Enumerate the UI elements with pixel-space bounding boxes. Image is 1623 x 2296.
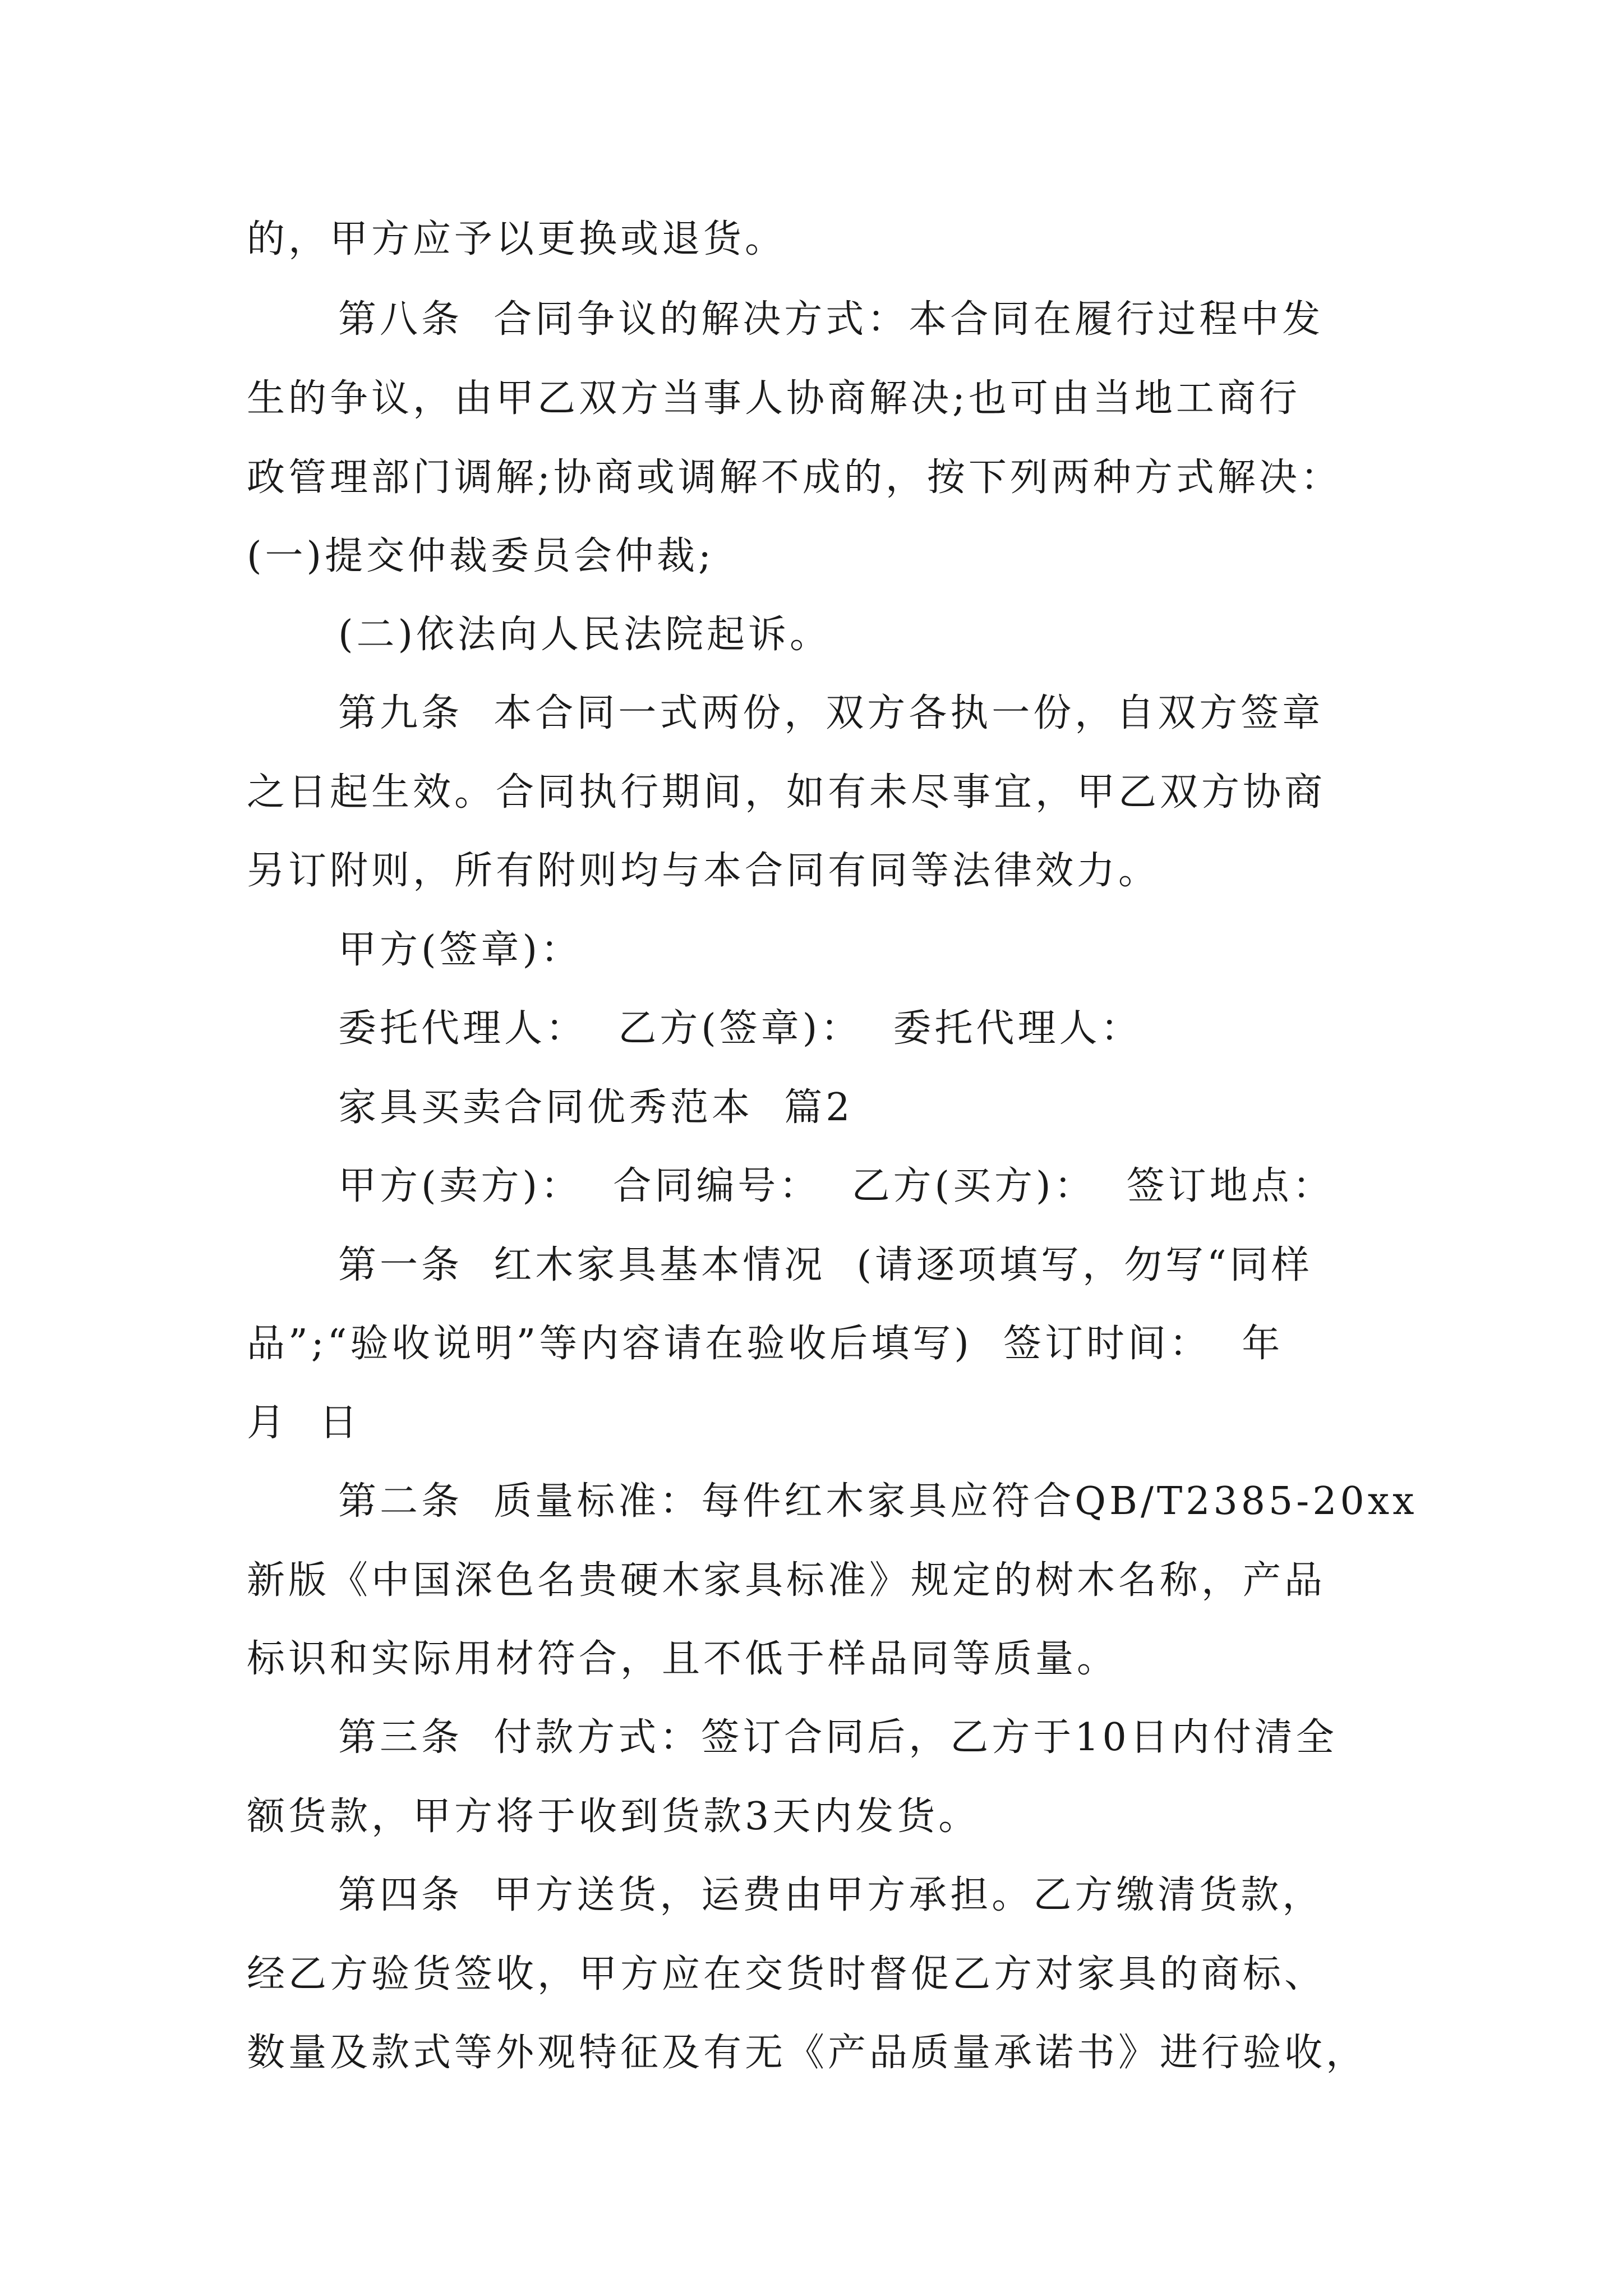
text-line-1: 的，甲方应予以更换或退货。 [247, 217, 787, 261]
text-line-22: 第四条 甲方送货，运费由甲方承担。乙方缴清货款， [338, 1873, 1324, 1917]
text-line-23: 经乙方验货签收，甲方应在交货时督促乙方对家具的商标、 [247, 1952, 1326, 1996]
text-line-5: (一)提交仲裁委员会仲裁; [247, 534, 714, 578]
text-line-6: (二)依法向人民法院起诉。 [338, 613, 832, 657]
text-line-14: 第一条 红木家具基本情况 (请逐项填写，勿写“同样 [338, 1243, 1313, 1287]
text-line-20: 第三条 付款方式：签订合同后，乙方于10日内付清全 [338, 1715, 1338, 1760]
text-line-9: 另订附则，所有附则均与本合同有同等法律效力。 [247, 849, 1160, 893]
text-line-18: 新版《中国深色名贵硬木家具标准》规定的树木名称，产品 [247, 1558, 1326, 1603]
text-line-16: 月 日 [247, 1401, 361, 1445]
text-line-7: 第九条 本合同一式两份，双方各执一份，自双方签章 [338, 691, 1324, 735]
text-line-4: 政管理部门调解;协商或调解不成的，按下列两种方式解决： [247, 455, 1342, 500]
text-line-3: 生的争议，由甲乙双方当事人协商解决;也可由当地工商行 [247, 376, 1301, 421]
text-line-19: 标识和实际用材符合，且不低于样品同等质量。 [247, 1637, 1119, 1681]
text-line-2: 第八条 合同争议的解决方式：本合同在履行过程中发 [338, 297, 1324, 342]
text-line-12: 家具买卖合同优秀范本 篇2 [338, 1085, 854, 1130]
text-line-17: 第二条 质量标准：每件红木家具应符合QB/T2385-20xx [338, 1479, 1418, 1524]
text-line-10: 甲方(签章)： [338, 928, 583, 972]
text-line-13: 甲方(卖方)： 合同编号： 乙方(买方)： 签订地点： [338, 1164, 1334, 1208]
text-line-15: 品”;“验收说明”等内容请在验收后填写) 签订时间： 年 [247, 1322, 1284, 1366]
text-line-11: 委托代理人： 乙方(签章)： 委托代理人： [338, 1006, 1142, 1051]
text-line-21: 额货款，甲方将于收到货款3天内发货。 [247, 1795, 980, 1839]
text-line-24: 数量及款式等外观特征及有无《产品质量承诺书》进行验收， [247, 2031, 1368, 2075]
text-line-8: 之日起生效。合同执行期间，如有未尽事宜，甲乙双方协商 [247, 770, 1326, 815]
